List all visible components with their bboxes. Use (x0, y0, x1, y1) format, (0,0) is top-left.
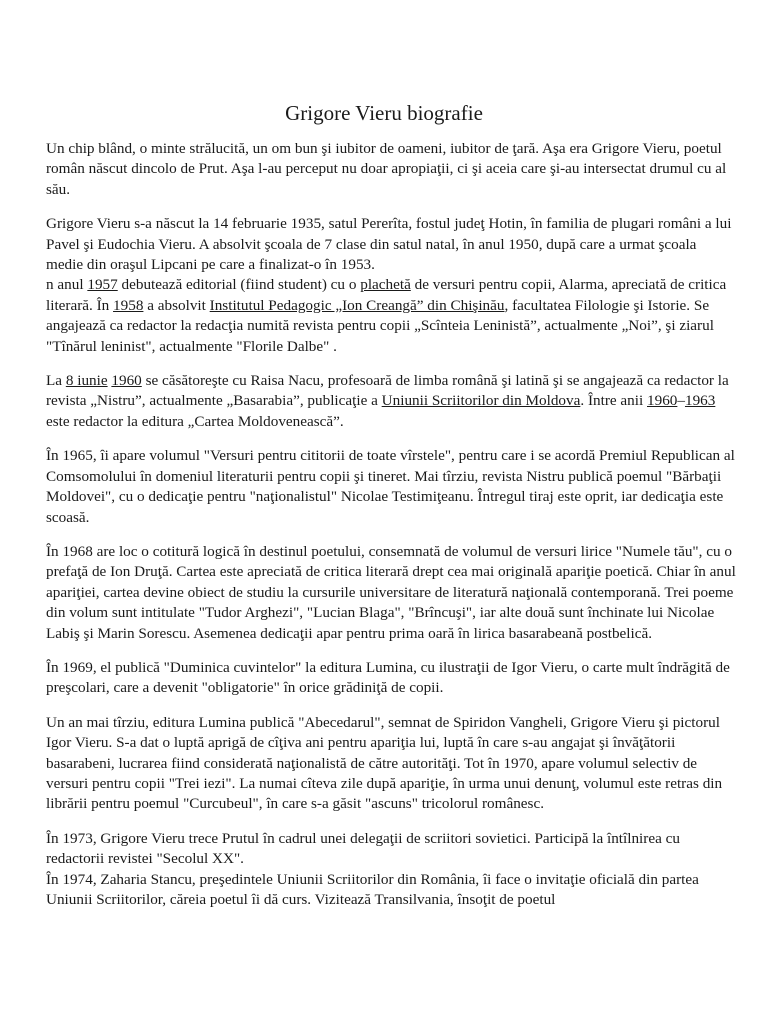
paragraph-1973 (46, 829, 736, 911)
link-8-iunie[interactable]: 8 iunie (65, 372, 108, 390)
link-uniunea-scriitorilor[interactable]: Uniunii Scriitorilor din Moldova (381, 392, 581, 410)
page-title: Grigore Vieru biografie (285, 101, 483, 125)
text-1973: În 1973, Grigore Vieru trece Prutul în cadrul unei delegaţii de scriitori sovietici. Participă la întîlnirea cu redactorii revistei "Secolul XX". (46, 829, 680, 868)
la-text: La (46, 372, 66, 390)
paragraph-1968: În 1968 are loc o cotitură logică în destinul poetului, consemnată de volumul de versuri lirice "Numele tău", cu o prefaţă de Ion Druţă. Cartea este apreciată de critica literară drept cea mai originală apariţie poetică. Chiar în anul apariţiei, cartea devine obiect de studiu la cursurile universitare de literatură naţională contemporană. Trei poeme din volum sunt intitulate "Tudor Arghezi", "Lucian Blaga", "Brîncuşi", iar alte două sunt închinate lui Nicolae Labiş şi Marin Sorescu. Asemenea dedicaţii apar pentru prima oară în lirica basarabeană postbelică. (46, 542, 736, 642)
link-1960-range[interactable]: 1960 (647, 392, 678, 410)
debut-text-start: n anul (46, 276, 88, 294)
paragraph-intro: Un chip blând, o minte strălucită, un om bun şi iubitor de oameni, iubitor de ţară. Aşa era Grigore Vieru, poetul român născut dincolo de Prut. Aşa l-au perceput nu doar apropiaţii, ci şi aceia care şi-au intersectat drumul cu al său. (46, 140, 727, 198)
absolvit-text: a absolvit (143, 296, 210, 314)
link-1960[interactable]: 1960 (111, 372, 142, 390)
link-1957[interactable]: 1957 (87, 276, 118, 294)
alarma-text: de versuri pentru copii, Alarma, apreciată de critica literară. În (46, 276, 727, 314)
paragraph-1969: În 1969, el publică "Duminica cuvintelor" la editura Lumina, cu ilustraţii de Igor Vieru, o carte mult îndrăgită de preşcolari, care a devenit "obligatorie" în orice grădiniţă de copii. (46, 658, 730, 697)
text-1974: În 1974, Zaharia Stancu, preşedintele Uniunii Scriitorilor din România, îi face o invitaţie oficială din partea Uniunii Scriitorilor, căreia poetul îi dă curs. Vizitează Transilvania, însoţit de poetul (46, 870, 699, 908)
dash-text: – (677, 392, 685, 410)
intre-anii-text: . Între anii (580, 392, 647, 410)
redactor-text: este redactor la editura „Cartea Moldovenească”. (46, 412, 344, 430)
facultatea-text: , facultatea Filologie şi Istorie. Se angajează ca redactor la redacţia numită revista pentru copii „Scînteia Leninistă”, actualmente „Noi”, şi ziarul "Tînărul leninist", actualmente "Florile Dalbe" . (46, 296, 714, 355)
paragraph-1965: În 1965, îi apare volumul "Versuri pentru cititorii de toate vîrstele", pentru care i se acordă Premiul Republican al Comsomolului în domeniul literaturii pentru copii şi tineret. Mai tîrziu, revista Nistru publică poemul "Bărbaţii Moldovei", cu o dedicaţie pentru "naţionalistul" Nicolae Testimiţeanu. Întregul tiraj este oprit, iar dedicaţia este scoasă. (46, 447, 735, 526)
paragraph-1970: Un an mai tîrziu, editura Lumina publică "Abecedarul", semnat de Spiridon Vangheli, Grigore Vieru şi pictorul Igor Vieru. S-a dat o luptă aprigă de cîţiva ani pentru apariţia lui, luptă în care s-au angajat şi învăţătorii basarabeni, lucrarea fiind considerată naţionalistă de către autorităţi. Tot în 1970, apare volumul selectiv de versuri pentru copii "Trei iezi". La numai cîteva zile după apariţie, în urma unui denunţ, volumul este retras din librării pentru poemul "Curcubeul", în care s-a găsit "ascuns" tricolorul românesc. (46, 713, 723, 813)
link-1963[interactable]: 1963 (684, 392, 716, 410)
link-1958[interactable]: 1958 (113, 296, 144, 314)
document-body (46, 139, 736, 924)
debut-text: debutează editorial (fiind student) cu o (117, 276, 361, 294)
paragraph-marriage (46, 371, 736, 432)
marriage-text: se căsătoreşte cu Raisa Nacu, profesoară de limba română şi latină şi se angajează ca redactor la revista „Nistru”, actualmente „Basarabia”, publicaţie a (46, 372, 729, 410)
paragraph-birth (46, 214, 736, 357)
link-placheta[interactable]: plachetă (360, 276, 411, 294)
birth-text: Grigore Vieru s-a născut la 14 februarie 1935, satul Pererîta, fostul judeţ Hotin, în familia de plugari români a lui Pavel şi Eudochia Vieru. A absolvit şcoala de 7 clase din satul natal, în anul 1950, după care a urmat şcoala medie din oraşul Lipcani pe care a finalizat-o în 1953. (46, 215, 732, 274)
link-institutul-pedagogic[interactable]: Institutul Pedagogic „Ion Creangă” din Chişinău (209, 296, 505, 314)
